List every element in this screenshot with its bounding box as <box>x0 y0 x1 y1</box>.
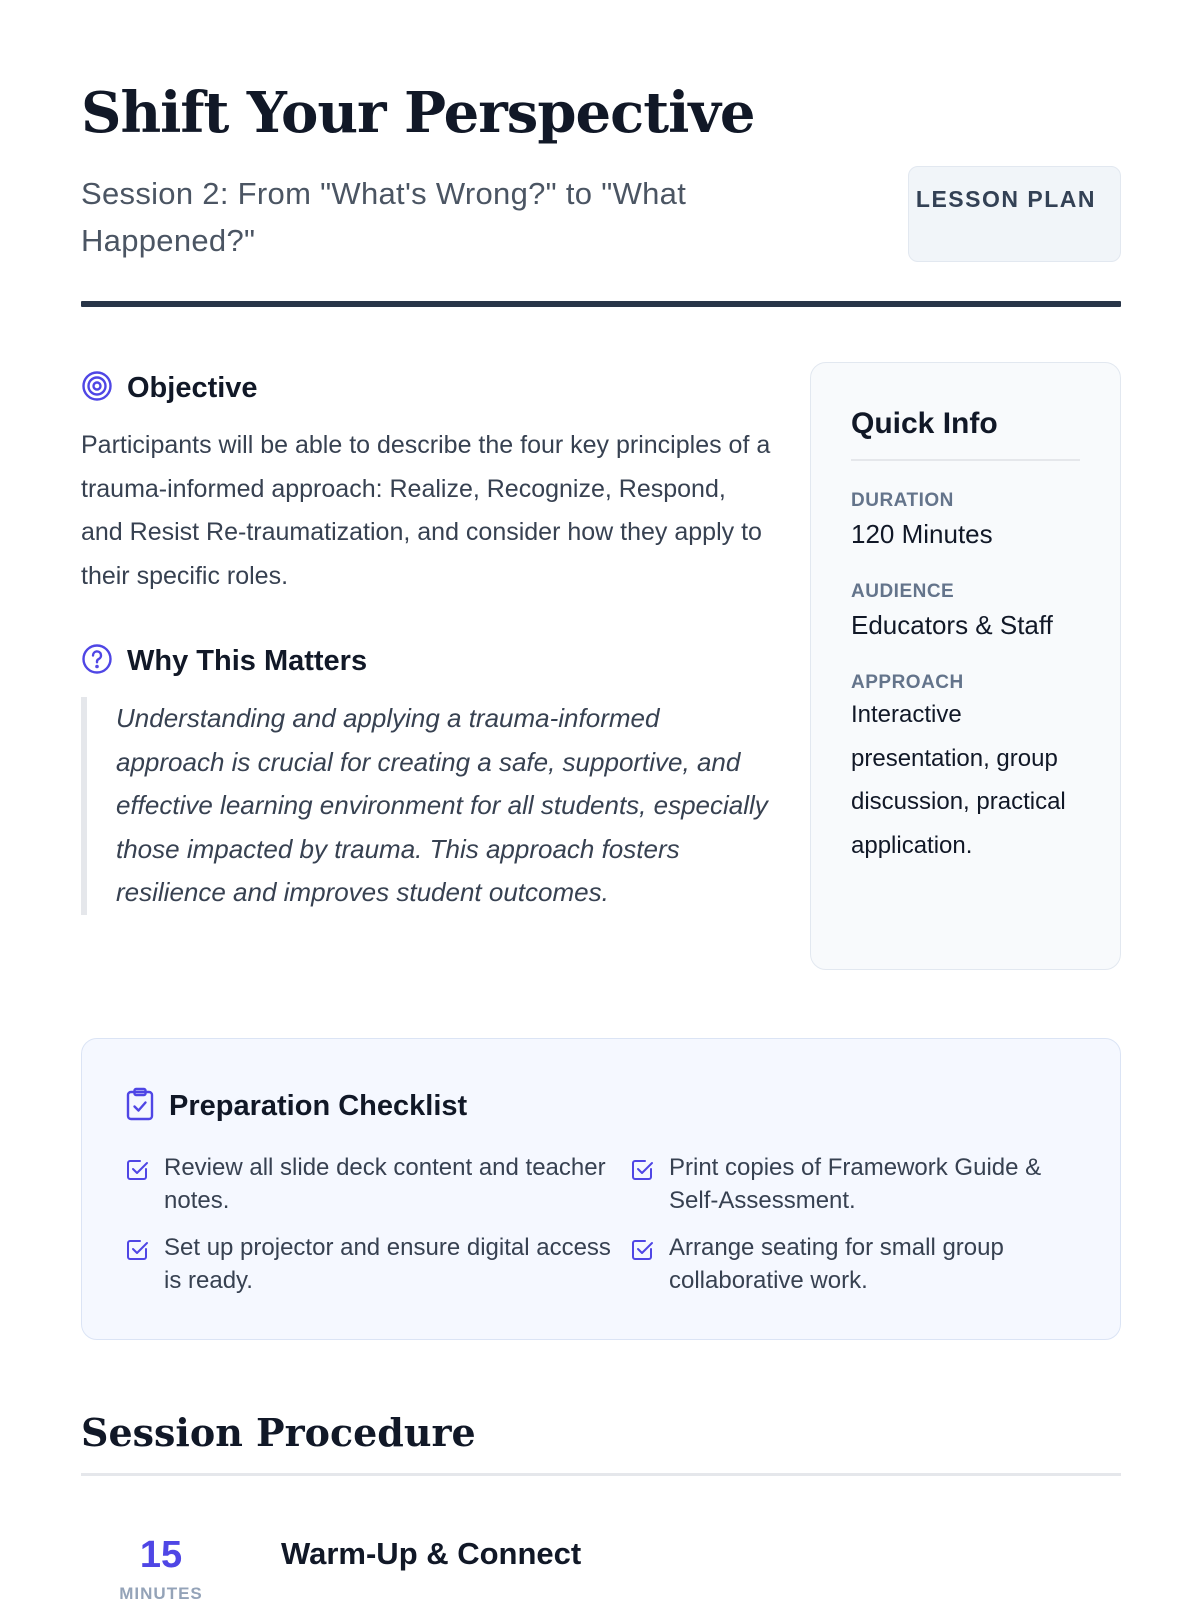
clipboard-check-icon <box>125 1087 155 1126</box>
step-duration-unit: MINUTES <box>119 1584 203 1600</box>
duration-block <box>851 490 1080 552</box>
checklist-item[interactable] <box>630 1151 1085 1217</box>
checkbox-checked-icon <box>125 1151 150 1187</box>
approach-value: Interactive presentation, group discussion, practical application. <box>851 701 1066 859</box>
checkbox-checked-icon <box>630 1151 655 1187</box>
approach-block <box>851 672 1080 867</box>
objective-text: Participants will be able to describe the four key principles of a trauma-informed approach: Realize, Recognize, Respond, and Resist Re-traumatization, and consider how they apply to their specific roles. <box>81 431 771 590</box>
audience-block <box>851 581 1080 643</box>
question-circle-icon <box>81 643 113 680</box>
header-divider <box>81 301 1121 307</box>
procedure-divider <box>81 1473 1121 1476</box>
preparation-checklist <box>81 1038 1121 1340</box>
audience-label: AUDIENCE <box>851 581 955 602</box>
step-duration-number: 15 <box>139 1534 183 1576</box>
checklist-heading: Preparation Checklist <box>169 1090 468 1122</box>
procedure-heading: Session Procedure <box>81 1410 476 1455</box>
quick-info-title: Quick Info <box>851 407 1080 461</box>
checklist-item-text: Review all slide deck content and teacher notes. <box>164 1154 606 1214</box>
checklist-item[interactable] <box>125 1151 630 1217</box>
why-heading-row <box>81 643 367 680</box>
quick-info-panel <box>810 362 1121 970</box>
session-subtitle: Session 2: From "What's Wrong?" to "What Happened?" <box>81 176 687 258</box>
checklist-item[interactable] <box>630 1231 1085 1297</box>
audience-value: Educators & Staff <box>851 610 1053 640</box>
checklist-item-text: Arrange seating for small group collaborative work. <box>669 1234 1004 1294</box>
checklist-item[interactable] <box>125 1231 630 1297</box>
objective-heading: Objective <box>127 372 258 404</box>
checklist-items <box>125 1151 1085 1297</box>
lesson-plan-page <box>81 0 1121 1600</box>
step-title: Warm-Up & Connect <box>281 1536 582 1571</box>
why-quote: Understanding and applying a trauma-informed approach is crucial for creating a safe, supportive, and effective learning environment for all students, especially those impacted by trauma. This approach fosters resilience and improves student outcomes. <box>81 697 771 915</box>
lesson-plan-badge: LESSON PLAN <box>908 166 1121 262</box>
checkbox-checked-icon <box>125 1231 150 1267</box>
checkbox-checked-icon <box>630 1231 655 1267</box>
target-icon <box>81 370 113 407</box>
checklist-item-text: Set up projector and ensure digital access is ready. <box>164 1234 611 1294</box>
objective-heading-row <box>81 370 258 407</box>
approach-label: APPROACH <box>851 672 964 693</box>
checklist-item-text: Print copies of Framework Guide & Self-Assessment. <box>669 1154 1042 1214</box>
why-heading: Why This Matters <box>127 645 368 677</box>
duration-label: DURATION <box>851 490 954 511</box>
duration-value: 120 Minutes <box>851 519 993 549</box>
checklist-heading-row <box>125 1087 467 1126</box>
page-title: Shift Your Perspective <box>81 80 755 146</box>
